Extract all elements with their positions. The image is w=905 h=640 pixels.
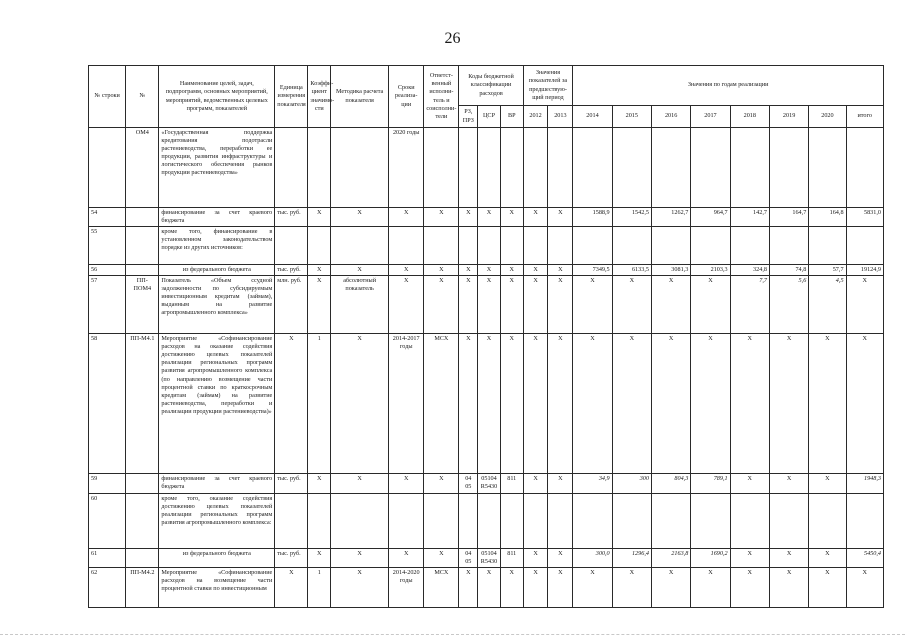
- row-number: 59: [89, 474, 126, 494]
- value-2017: X: [691, 276, 730, 334]
- value-total: 5831,0: [846, 208, 883, 227]
- row-rz: 04 05: [459, 549, 478, 568]
- col-row-number: № строки: [89, 66, 126, 128]
- cell-x: X: [389, 265, 424, 276]
- cell-x: X: [308, 265, 331, 276]
- value-2018: 324,8: [730, 265, 769, 276]
- value-2016: 3081,3: [651, 265, 690, 276]
- value-2015: 300: [612, 474, 651, 494]
- value-2018: X: [730, 549, 769, 568]
- value-2016: 2163,8: [651, 549, 690, 568]
- cell-x: X: [459, 568, 478, 608]
- col-rz: РЗ, ПРЗ: [459, 106, 478, 128]
- value-2014: 34,9: [573, 474, 612, 494]
- cell-x: X: [612, 568, 651, 608]
- cell-x: X: [389, 549, 424, 568]
- row-period: 2014-2020 годы: [389, 568, 424, 608]
- cell-x: X: [459, 334, 478, 474]
- cell-x: X: [691, 334, 730, 474]
- cell-x: X: [523, 549, 548, 568]
- col-2014: 2014: [573, 106, 612, 128]
- row-name: из федерального бюджета: [159, 549, 275, 568]
- value-2016: 804,3: [651, 474, 690, 494]
- cell-x: X: [846, 568, 883, 608]
- cell-x: X: [548, 276, 573, 334]
- col-method: Методика расчета показателя: [331, 66, 389, 128]
- col-years-title: Значения по годам реализации: [573, 66, 884, 106]
- program-table: [88, 65, 884, 608]
- col-2016: 2016: [651, 106, 690, 128]
- cell-x: X: [691, 568, 730, 608]
- cell-x: X: [331, 549, 389, 568]
- cell-x: X: [523, 208, 548, 227]
- cell-x: X: [730, 568, 769, 608]
- cell-x: X: [730, 334, 769, 474]
- row-code: ОМ4: [126, 128, 159, 208]
- cell-x: X: [500, 208, 523, 227]
- cell-x: X: [573, 334, 612, 474]
- value-2017: 964,7: [691, 208, 730, 227]
- table-row: [89, 474, 884, 494]
- row-number: 56: [89, 265, 126, 276]
- col-csr: ЦСР: [478, 106, 501, 128]
- value-2014: 1588,9: [573, 208, 612, 227]
- cell-x: X: [478, 208, 501, 227]
- value-2019: 5,6: [769, 276, 808, 334]
- col-unit: Единица измерения показателя: [275, 66, 308, 128]
- cell-x: X: [331, 334, 389, 474]
- row-name: Показатель «Объем ссудной задолженности по субсидируемым инвестиционным кредитам (займам), выданным на развитие агропромышленного комплекса»: [159, 276, 275, 334]
- header-row-1: [89, 66, 884, 106]
- cell-x: X: [769, 568, 808, 608]
- row-period: 2014-2017 годы: [389, 334, 424, 474]
- page-number: 26: [444, 30, 461, 47]
- value-2018: X: [730, 474, 769, 494]
- cell-x: X: [389, 276, 424, 334]
- cell-x: X: [769, 334, 808, 474]
- value-2020: 4,5: [809, 276, 846, 334]
- value-2019: 164,7: [769, 208, 808, 227]
- row-code: ПП-ПОМ4: [126, 276, 159, 334]
- col-2017: 2017: [691, 106, 730, 128]
- value-2020: 164,8: [809, 208, 846, 227]
- value-2015: 6133,5: [612, 265, 651, 276]
- cell-x: X: [548, 549, 573, 568]
- cell-x: X: [523, 265, 548, 276]
- value-2018: 7,7: [730, 276, 769, 334]
- cell-x: X: [424, 276, 459, 334]
- value-2017: 789,1: [691, 474, 730, 494]
- row-unit: тыс. руб.: [275, 208, 308, 227]
- row-name: «Государственная поддержка кредитования подотрасли растениеводства, переработки ее продукции, развития инфраструктуры и логистического обеспечения рынков продукции растениеводства»: [159, 128, 275, 208]
- cell-x: X: [523, 474, 548, 494]
- col-prev-period: Значения показателей за предшествую-щий период: [523, 66, 573, 106]
- cell-x: X: [308, 549, 331, 568]
- value-2019: X: [769, 474, 808, 494]
- cell-x: X: [651, 334, 690, 474]
- cell-x: X: [548, 568, 573, 608]
- cell-x: X: [459, 276, 478, 334]
- value-2014: 7349,5: [573, 265, 612, 276]
- value-2017: 1690,2: [691, 549, 730, 568]
- value-total: 1948,3: [846, 474, 883, 494]
- value-2020: 57,7: [809, 265, 846, 276]
- cell-x: X: [809, 334, 846, 474]
- col-responsible: Ответст-венный исполни-тель и соисполни-тели: [424, 66, 459, 128]
- cell-x: X: [331, 568, 389, 608]
- row-responsible: МСХ: [424, 334, 459, 474]
- col-2012: 2012: [523, 106, 548, 128]
- table-row: [89, 494, 884, 549]
- table-row: [89, 128, 884, 208]
- row-name: Мероприятие «Софинансирование расходов на возмещение части процентной ставки по инвестиционным: [159, 568, 275, 608]
- value-2016: 1262,7: [651, 208, 690, 227]
- cell-x: X: [275, 568, 308, 608]
- row-unit: тыс. руб.: [275, 549, 308, 568]
- row-number: 55: [89, 227, 126, 265]
- col-number: №: [126, 66, 159, 128]
- value-2015: 1296,4: [612, 549, 651, 568]
- col-vr: ВР: [500, 106, 523, 128]
- cell-x: X: [308, 474, 331, 494]
- cell-x: X: [651, 568, 690, 608]
- cell-x: X: [809, 568, 846, 608]
- col-2018: 2018: [730, 106, 769, 128]
- row-coef: 1: [308, 334, 331, 474]
- cell-x: X: [573, 568, 612, 608]
- cell-x: X: [308, 276, 331, 334]
- value-2014: X: [573, 276, 612, 334]
- table-row: [89, 227, 884, 265]
- cell-x: X: [500, 276, 523, 334]
- cell-x: X: [523, 568, 548, 608]
- value-2020: X: [809, 549, 846, 568]
- row-rz: 04 05: [459, 474, 478, 494]
- row-number: 58: [89, 334, 126, 474]
- table-row: [89, 276, 884, 334]
- row-number: 54: [89, 208, 126, 227]
- row-number: 61: [89, 549, 126, 568]
- table-row: [89, 208, 884, 227]
- row-period: 2020 годы: [389, 128, 424, 208]
- cell-x: X: [478, 568, 501, 608]
- col-coef: Коэффи-циент значимо-сти: [308, 66, 331, 128]
- cell-x: X: [424, 208, 459, 227]
- value-total: 5450,4: [846, 549, 883, 568]
- cell-x: X: [500, 568, 523, 608]
- row-number: 57: [89, 276, 126, 334]
- cell-x: X: [478, 265, 501, 276]
- cell-x: X: [523, 276, 548, 334]
- cell-x: X: [331, 265, 389, 276]
- row-name: кроме того, оказание содействия достижению целевых показателей реализации региональных программ развития агропромышленного комплекса:: [159, 494, 275, 549]
- row-coef: 1: [308, 568, 331, 608]
- cell-x: X: [548, 265, 573, 276]
- cell-x: X: [389, 474, 424, 494]
- value-total: X: [846, 276, 883, 334]
- cell-x: X: [459, 208, 478, 227]
- row-unit: тыс. руб.: [275, 474, 308, 494]
- row-name: Мероприятие «Софинансирование расходов на оказание содействия достижению целевых показателей реализации региональных программ развития агропромышленного комплекса (по направлению возмещение части процентной ставки по краткосрочным кредитам (займам) на развитие растениеводства, переработки и реализации продукции растениеводства)»: [159, 334, 275, 474]
- cell-x: X: [331, 208, 389, 227]
- row-code: ПП-М4.1: [126, 334, 159, 474]
- cell-x: X: [612, 334, 651, 474]
- cell-x: X: [500, 265, 523, 276]
- row-vr: 811: [500, 549, 523, 568]
- value-2018: 142,7: [730, 208, 769, 227]
- col-name: Наименование целей, задач, подпрограмм, основных мероприятий, мероприятий, ведомственных целевых программ, показателей: [159, 66, 275, 128]
- cell-x: X: [548, 208, 573, 227]
- value-2014: 300,0: [573, 549, 612, 568]
- value-2015: X: [612, 276, 651, 334]
- row-csr: 05104 R5430: [478, 474, 501, 494]
- col-codes: Коды бюджетной классификации расходов: [459, 66, 523, 106]
- cell-x: X: [459, 265, 478, 276]
- value-2017: 2103,3: [691, 265, 730, 276]
- cell-x: X: [478, 276, 501, 334]
- cell-x: X: [548, 334, 573, 474]
- row-unit: тыс. руб.: [275, 265, 308, 276]
- col-2013: 2013: [548, 106, 573, 128]
- row-unit: млн. руб.: [275, 276, 308, 334]
- cell-x: X: [424, 265, 459, 276]
- cell-x: X: [389, 208, 424, 227]
- table-row: [89, 334, 884, 474]
- col-total: итого: [846, 106, 883, 128]
- cell-x: X: [424, 549, 459, 568]
- cell-x: X: [500, 334, 523, 474]
- cell-x: X: [331, 474, 389, 494]
- value-2020: X: [809, 474, 846, 494]
- cell-x: X: [548, 474, 573, 494]
- cell-x: X: [523, 334, 548, 474]
- row-name: финансирование за счет краевого бюджета: [159, 474, 275, 494]
- row-responsible: МСХ: [424, 568, 459, 608]
- value-2015: 1542,5: [612, 208, 651, 227]
- value-2019: 74,8: [769, 265, 808, 276]
- col-2019: 2019: [769, 106, 808, 128]
- cell-x: X: [308, 208, 331, 227]
- row-name: кроме того, финансирование в установленном законодательством порядке из других источников:: [159, 227, 275, 265]
- cell-x: X: [424, 474, 459, 494]
- row-number: 60: [89, 494, 126, 549]
- cell-x: X: [846, 334, 883, 474]
- value-2019: X: [769, 549, 808, 568]
- row-name: из федерального бюджета: [159, 265, 275, 276]
- row-code: ПП-М4.2: [126, 568, 159, 608]
- table-row: [89, 549, 884, 568]
- cell-x: X: [275, 334, 308, 474]
- col-2015: 2015: [612, 106, 651, 128]
- row-method: абсолютный показатель: [331, 276, 389, 334]
- col-2020: 2020: [809, 106, 846, 128]
- table-row: [89, 265, 884, 276]
- col-period: Сроки реализа-ции: [389, 66, 424, 128]
- footer-divider: [0, 634, 905, 636]
- row-csr: 05104 R5430: [478, 549, 501, 568]
- table-row: [89, 568, 884, 608]
- value-total: 19124,9: [846, 265, 883, 276]
- row-vr: 811: [500, 474, 523, 494]
- value-2016: X: [651, 276, 690, 334]
- cell-x: X: [478, 334, 501, 474]
- row-number: 62: [89, 568, 126, 608]
- row-name: финансирование за счет краевого бюджета: [159, 208, 275, 227]
